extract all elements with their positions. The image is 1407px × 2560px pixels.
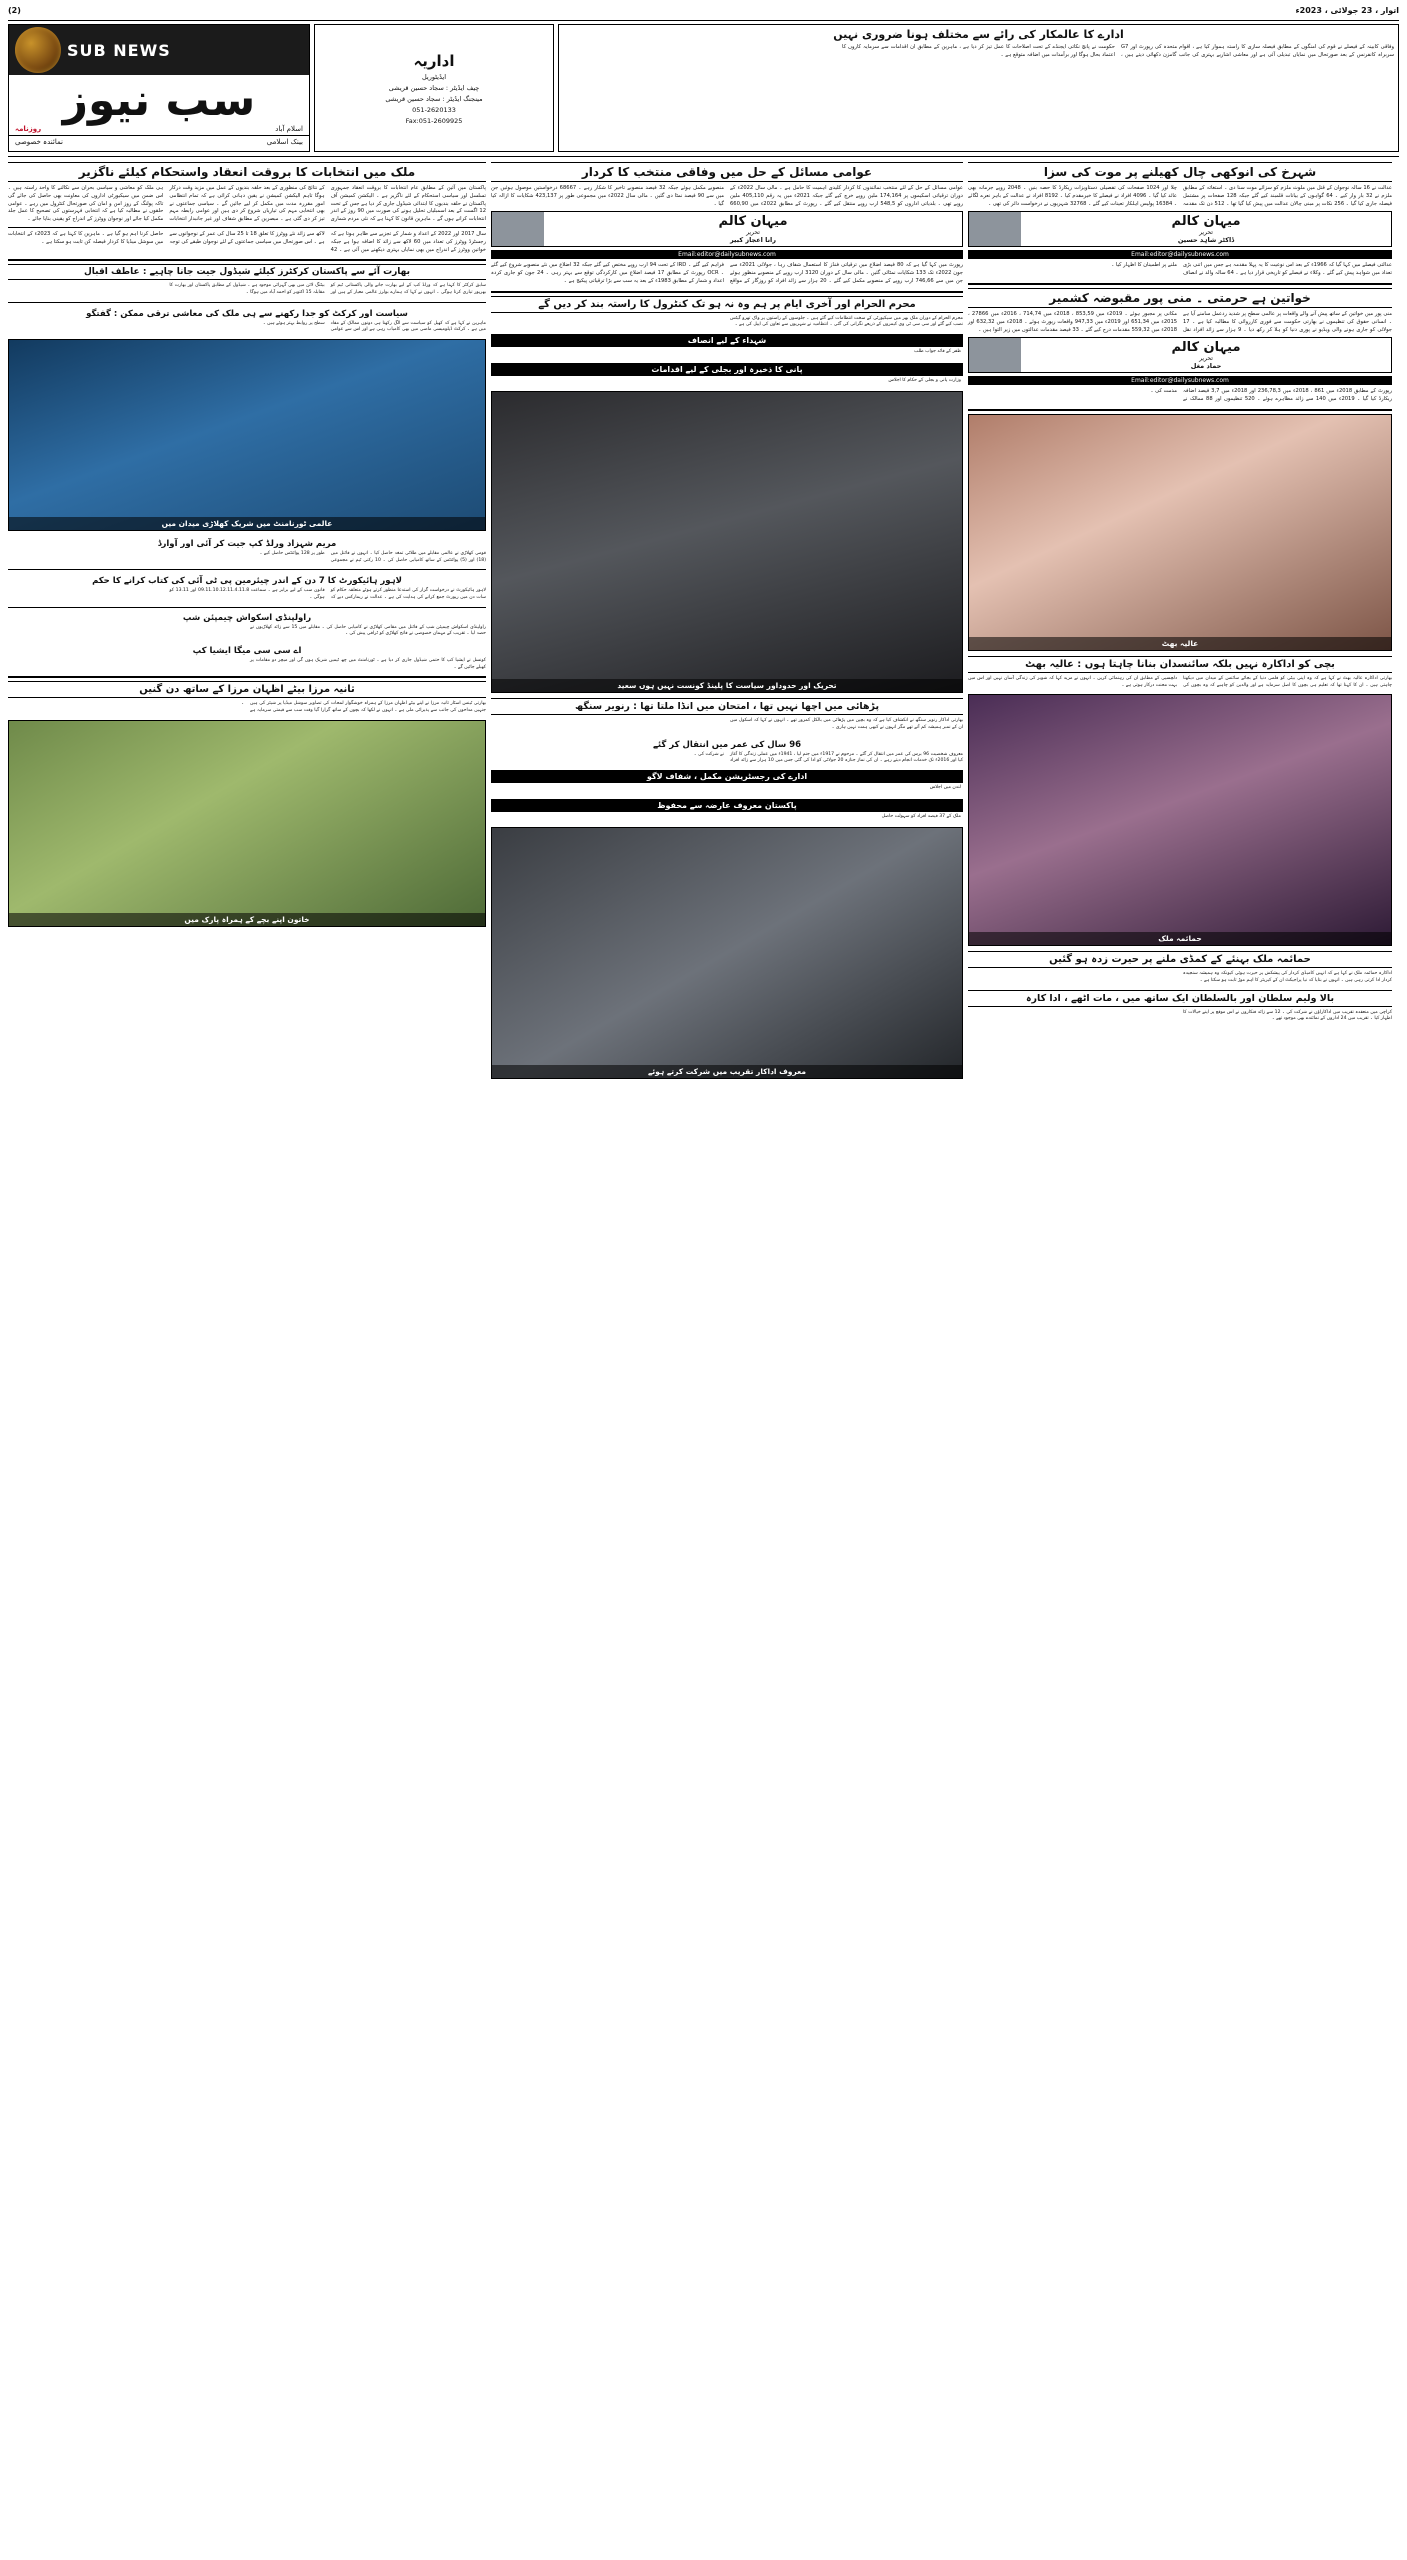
masthead-sub-left: بینک اسلامی [266, 138, 303, 146]
sports-sec-1-body: قومی کھلاڑی نے عالمی مقابلے میں طلائی تمغہ حاصل کیا ۔ انہوں نے فائنل میں (18) اور (5) پوائنٹس کے ساتھ کامیابی حاصل کی ۔ 10 رکنی ٹیم نے مجموعی طور پر 128 پوائنٹس حاصل کیے ۔ [259, 551, 486, 563]
editorial-line2: چیف ایڈیٹر : سجاد حسین قریشی [388, 83, 480, 92]
columnist-name: میہان کالم [718, 214, 788, 230]
verdict-story [968, 162, 1392, 278]
columnist-name: میہان کالم [1171, 214, 1241, 230]
verdict-body-2: عدالتی فیصلے میں کہا گیا کہ 1966ء کے بعد اس نوعیت کا یہ پہلا مقدمہ ہے جس میں اتنی بڑی تعداد میں شواہد پیش کیے گئے ۔ وکلاء نے فیصلے کو تاریخی قرار دیا ہے ۔ 64 سالہ والد نے انصاف ملنے پر اطمینان کا اظہار کیا ۔ [1111, 262, 1393, 277]
lead-headline: ملک میں انتخابات کا بروقت انعقاد واستحکام کیلئے ناگزیر [8, 162, 486, 182]
alia-photo [968, 414, 1392, 651]
actor-photo [491, 391, 963, 693]
page-number: (2) [8, 6, 21, 15]
humaima-photo-caption: حمائمہ ملک [969, 932, 1391, 945]
main-grid [8, 162, 1399, 1084]
brief-1-body: وزارت پانی و بجلی کے حکام کا اجلاس [888, 377, 961, 383]
sports-top-title: بھارت آئے سے پاکستان کرکٹرز کیلئے شیڈول جیت جانا چاہیے : عاطف اقبال [8, 264, 486, 280]
column-right [8, 162, 486, 1084]
muharram-body: محرم الحرام کے دوران ملک بھر میں سیکیورٹی کے سخت انتظامات کیے گئے ہیں ۔ جلوسوں کے راستوں پر واک تھرو گیٹس نصب کیے گئے اور سی سی ٹی وی کیمروں کے ذریعے نگرانی کی گئی ۔ انتظامیہ نے شہریوں سے تعاون کی اپیل کی ہے ۔ [730, 315, 963, 328]
sports-photo-1-caption: عالمی ٹورنامنٹ میں شریک کھلاڑی میدان میں [9, 517, 485, 530]
sports-top-body: سابق کرکٹر کا کہنا ہے کہ ورلڈ کپ کے لیے بھارت جانے والی پاکستانی ٹیم کو بھرپور تیاری کرنا ہوگی ۔ انہوں نے کہا کہ ہمارے بولرز عالمی معیار کے ہیں اور بیٹنگ لائن میں بھی گہرائی موجود ہے ۔ شیڈول کے مطابق پاکستان اور بھارت کا مقابلہ 15 اکتوبر کو احمد آباد میں ہوگا ۔ [169, 283, 486, 296]
masthead-city: اسلام آباد [275, 125, 303, 133]
sports-sec-1-title: مریم شہزاد ورلڈ کپ جیت کر آئی اور آوارڈ [157, 539, 337, 549]
brief-3-title: پاکستان معروف عارضہ سے محفوظ [491, 799, 963, 812]
event-story [968, 990, 1392, 1023]
columnist-photo [492, 212, 544, 246]
sports-sec-4 [8, 643, 486, 671]
lead-body-2: سال 2017 اور 2022 کے اعداد و شمار کے تجزیے سے ظاہر ہوتا ہے کہ رجسٹرڈ ووٹرز کی تعداد میں 60 لاکھ سے زائد کا اضافہ ہوا ہے جبکہ خواتین ووٹرز کے اندراج میں بھی نمایاں بہتری دیکھنے میں آئی ہے ۔ 42 لاکھ سے زائد نئے ووٹرز کا تعلق 18 تا 25 سال کی عمر کے نوجوانوں سے ہے ۔ اس صورتحال میں سیاسی جماعتوں کے لئے نوجوان طبقے کی توجہ حاصل کرنا اہم ہو گیا ہے ۔ ماہرین کا کہنا ہے کہ 2023ء کے انتخابات میں سوشل میڈیا کا کردار فیصلہ کن ثابت ہو سکتا ہے ۔ [8, 230, 487, 253]
editorial-line1: ایڈیٹوریل [421, 72, 447, 81]
obituary-body: معروف شخصیت 96 برس کی عمر میں انتقال کر گئے ۔ مرحوم نے 1917ء میں جنم لیا ، 1941ء میں عملی زندگی کا آغاز کیا اور 2016ء تک خدمات انجام دیتے رہے ۔ ان کی نماز جنازہ 20 جولائی کو ادا کی گئی جس میں 10 ہزار سے زائد افراد نے شرکت کی ۔ [693, 751, 964, 764]
brief-2 [491, 770, 963, 794]
masthead-phone: 051-2620133 [412, 105, 456, 114]
columnist-card-3 [968, 337, 1392, 373]
columnist-mail-1[interactable]: Email:editor@dailysubnews.com [491, 250, 963, 259]
columnist-name: میہان کالم [1171, 340, 1241, 356]
humaima-photo [968, 694, 1392, 946]
column-left [968, 162, 1392, 1084]
humaima-body: اداکارہ حمائمہ ملک نے کہا ہے کہ انہیں کامیڈی کردار کی پیشکش پر حیرت ہوئی کیونکہ وہ ہمیشہ سنجیدہ کردار ادا کرتی رہی ہیں ۔ انہوں نے بتایا کہ نیا پراجیکٹ ان کے کیریئر کا اہم موڑ ثابت ہو سکتا ہے ۔ [1183, 971, 1392, 983]
columnist-photo [969, 212, 1021, 246]
brief-0 [491, 334, 963, 358]
bottom-actor-photo [491, 827, 963, 1079]
humaima-title: حمائمہ ملک بہنئے کے کمڈی ملنے پر حیرت زدہ ہو گئیں [968, 951, 1392, 968]
sports-sec-1 [8, 536, 486, 564]
civic-title: عوامی مسائل کے حل میں وفاقی منتخب کا کردار [491, 162, 963, 182]
alia-body: بھارتی اداکارہ عالیہ بھٹ نے کہا ہے کہ وہ اپنی بیٹی کو فلمی دنیا کے بجائے سائنس کے میدان میں دیکھنا چاہتی ہیں ۔ ان کا کہنا تھا کہ تعلیم ہی بچوں کا اصل سرمایہ ہے اور والدین کو چاہیے کہ وہ بچوں کی دلچسپی کے مطابق ان کی رہنمائی کریں ۔ انہوں نے مزید کہا کہ شوبز کی زندگی آسان نہیں اور اس میں بہت محنت درکار ہوتی ہے ۔ [968, 675, 1392, 688]
manipur-body-2: رپورٹ کے مطابق 2018ء میں 861 ، 2018ء میں 236,78,3 اور 2018ء میں 3,7 فیصد اضافہ ریکارڈ کیا گیا ۔ 2019ء میں 140 سے زائد مظاہرے ہوئے ۔ 520 تنظیموں اور 88 ممالک نے مذمت کی ۔ [1150, 388, 1393, 403]
alia-photo-caption: عالیہ بھٹ [969, 637, 1391, 650]
sports-sec-4-body: کونسل نے ایشیا کپ کا حتمی شیڈول جاری کر دیا ہے ۔ ٹورنامنٹ میں چھ ٹیمیں شریک ہوں گی اور میچز دو مقامات پر کھیلے جائیں گے ۔ [250, 657, 486, 670]
page-date: اتوار ، 23 جولائی ، 2023ء [1295, 6, 1399, 15]
masthead-fax: Fax:051-2609925 [405, 116, 463, 125]
sports-photo-1 [8, 339, 486, 531]
masthead-kicker: روزنامہ [15, 125, 42, 133]
civic-body-2: رپورٹ میں کہا گیا ہے کہ 80 فیصد اضلاع میں ترقیاتی فنڈز کا استعمال شفاف رہا ، جولائی 2021ء سے جون 2022ء تک 133 شکایات نمٹائی گئیں ۔ مالی سال کے دوران 3120 ارب روپے کے منصوبے منظور ہوئے جن میں سے 746,66 ارب روپے کے منصوبے مکمل کیے گئے ۔ 20 ہزار سے زائد افراد کو روزگار کے مواقع فراہم کیے گئے ۔ IRD کے تحت 94 ارب روپے مختص کیے گئے جبکہ 32 اضلاع میں نئے منصوبے شروع کیے گئے ۔ OCR رپورٹ کے مطابق 17 فیصد اضلاع میں کارکردگی توقع سے بہتر رہی ۔ 24 جون کو جاری کردہ اعداد و شمار کے مطابق 1983ء کے بعد یہ سب سے بڑا ترقیاتی پیکیج ہے ۔ [491, 262, 963, 284]
brief-1 [491, 363, 963, 387]
masthead-sub-right: نمائندہ خصوصی [15, 138, 63, 146]
sania-body: بھارتی ٹینس اسٹار ثانیہ مرزا نے اپنے بیٹے اظہان مرزا کے ہمراہ خوشگوار لمحات کی تصاویر سوشل میڈیا پر شیئر کی ہیں جنہیں مداحوں کی جانب سے پذیرائی ملی ہے ۔ انہوں نے لکھا کہ بچوں کے ساتھ گزارا گیا وقت سب سے قیمتی سرمایہ ہے ۔ [241, 701, 486, 713]
muharram-story [491, 296, 963, 329]
sports-sec-3-title: راولپنڈی اسکواش چیمپئن شپ [182, 612, 312, 623]
ranveer-title: پڑھائی میں اچھا نہیں تھا ، امتحان میں انڈا ملتا تھا : رنویر سنگھ [491, 698, 963, 715]
columnist-card-2 [968, 211, 1392, 247]
brief-2-body: لندن میں اجلاس [929, 785, 961, 791]
columnist-role: تحریر [746, 229, 760, 237]
editorial-title: اداریہ [413, 51, 455, 70]
brief-3 [491, 799, 963, 823]
verdict-title: شہرخ کی انوکھی چال کھیلنے پر موت کی سزا [968, 162, 1392, 182]
obituary-title: 96 سال کی عمر میں انتقال کر گئے [652, 739, 802, 750]
sania-photo-caption: خاتون اپنے بچے کے ہمراہ پارک میں [9, 913, 485, 926]
sports-sec-2-body: لاہور ہائیکورٹ نے درخواست گزار کی استدعا منظور کرتے ہوئے متعلقہ حکام کو سات دن میں رپورٹ جمع کرانے کی ہدایت کی ہے ۔ عدالت نے ریمارکس دیے کہ قانون سب کے لیے برابر ہے ۔ سماعت 09.11.10.12.11.4.11.8 اور 13.11 کو ہوگی ۔ [169, 588, 486, 600]
editorial-line3: مینجنگ ایڈیٹر : سجاد حسین قریشی [385, 94, 483, 103]
masthead-logo [8, 24, 310, 152]
civic-story [491, 162, 963, 286]
verdict-body: عدالت نے 16 سالہ نوجوان کے قتل میں ملوث ملزم کو سزائے موت سنا دی ۔ استغاثہ کے مطابق ملزم نے 32 بار وار کیے ۔ 64 گواہوں کے بیانات قلمبند کیے گئے جبکہ 128 صفحات پر مشتمل فیصلہ جاری کیا گیا ۔ 256 نکات پر مبنی چالان عدالت میں پیش کیا گیا تھا ۔ 512 دن تک مقدمہ چلا اور 1024 صفحات کی تفصیلی دستاویزات ریکارڈ کا حصہ بنیں ۔ 2048 روپے جرمانہ بھی عائد کیا گیا ۔ 4096 افراد نے فیصلے کا خیرمقدم کیا ۔ 8192 افراد نے عدالت کے باہر نعرے لگائے ۔ 16384 پولیس اہلکار تعینات کیے گئے ۔ 32768 شہریوں نے درخواست دائر کی تھی ۔ [968, 185, 1392, 207]
columnist-photo [969, 338, 1021, 372]
lead-opinion [558, 24, 1399, 152]
columnist-author: رانا اعجاز کبیر [729, 236, 777, 245]
alia-title: بچی کو اداکارہ نہیں بلکہ سائنسدان بنانا چاہتا ہوں : عالیہ بھٹ [968, 656, 1392, 673]
brand-en: SUB NEWS [67, 40, 171, 60]
civic-body: عوامی مسائل کے حل کے لئے منتخب نمائندوں کا کردار کلیدی اہمیت کا حامل ہے ۔ مالی سال 2022ء کے دوران ترقیاتی اسکیموں پر 174,164 ملین روپے خرچ کیے گئے جبکہ 2021ء میں یہ رقم 405,110 ملین روپے تھی ۔ بلدیاتی اداروں کو 548,5 ارب روپے منتقل کیے گئے ۔ رپورٹ کے مطابق 2022ء میں 660,90 منصوبے مکمل ہوئے جبکہ 32 فیصد منصوبے تاخیر کا شکار رہے ۔ 68667 درخواستیں موصول ہوئیں جن میں سے 90 فیصد نمٹا دی گئیں ۔ مالی سال 2022ء میں مجموعی طور پر 423,137 شکایات کا ازالہ کیا گیا ۔ [491, 185, 963, 207]
columnist-author: ڈاکٹر شاہد حسین [1177, 236, 1235, 245]
manipur-story [968, 288, 1392, 404]
event-title: بالا ولیم سلطان اور بالسلطان ایک ساتھ میں ، مات اٹھے ، ادا کارہ [968, 990, 1392, 1007]
columnist-author: حماد مغل [1190, 362, 1222, 371]
lead-opinion-title: ادارے کا عالمکار کی رائے سے مختلف ہونا ضروری نہیں [833, 28, 1124, 41]
sports-sec-3-body: راولپنڈی اسکواش چیمپئن شپ کے فائنل میں مقامی کھلاڑی نے کامیابی حاصل کی ۔ مقابلے میں 15 سے زائد کھلاڑیوں نے حصہ لیا ۔ تقریب کے مہمان خصوصی نے فاتح کھلاڑی کو ٹرافی پیش کی ۔ [250, 624, 486, 637]
brief-1-title: پانی کا ذخیرہ اور بجلی کے لیے اقدامات [491, 363, 963, 376]
columnist-role: تحریر [1199, 355, 1213, 363]
columnist-mail-2[interactable]: Email:editor@dailysubnews.com [968, 250, 1392, 259]
sania-headline: ثانیہ مرزا بیٹے اظہان مرزا کے ساتھ دن گنیں [8, 681, 486, 698]
sports-sec-4-title: اے سی سی میگا ایشیا کپ [192, 645, 302, 656]
sports-sec-0 [8, 306, 486, 334]
columnist-mail-3[interactable]: Email:editor@dailysubnews.com [968, 376, 1392, 385]
actor-photo-caption: تحریک اور حدوداور سیاست کا پلینڈ کونست نہیں ہوں سعید [492, 679, 962, 692]
masthead-brand-band [9, 25, 309, 75]
column-middle [491, 162, 963, 1084]
brief-2-title: ادارے کی رجسٹریشن مکمل ، شفاف لاگو [491, 770, 963, 783]
bottom-actor-caption: معروف اداکار تقریب میں شرکت کرتے ہوئے [492, 1065, 962, 1078]
columnist-role: تحریر [1199, 229, 1213, 237]
globe-icon [15, 27, 61, 73]
sania-story [8, 681, 486, 714]
humaima-story [968, 951, 1392, 984]
ranveer-body: بھارتی اداکار رنویر سنگھ نے انکشاف کیا ہے کہ وہ بچپن میں پڑھائی میں بالکل کمزور تھے ۔ انہوں نے کہا کہ اسکول میں ان کے نمبر ہمیشہ کم آتے تھے مگر انہوں نے کبھی ہمت نہیں ہاری ۔ [730, 718, 963, 731]
lead-story [8, 162, 486, 254]
sports-sec-0-title: سیاست اور کرکٹ کو جدا رکھنے سے ہی ملک کی معاشی ترقی ممکن : گفتگو [86, 308, 408, 319]
ranveer-story [491, 698, 963, 731]
sports-top-story [8, 264, 486, 296]
brand-ur: سب نیوز [62, 75, 256, 126]
sports-sec-2 [8, 573, 486, 601]
manipur-body: منی پور میں خواتین کے ساتھ پیش آنے والے واقعات پر عالمی سطح پر شدید ردعمل سامنے آیا ہے ۔ انسانی حقوق کی تنظیموں نے بھارتی حکومت سے فوری کارروائی کا مطالبہ کیا ہے ۔ 17 جولائی کو جاری ہونے والی ویڈیو نے پوری دنیا کو ہلا کر رکھ دیا ۔ 9 ہزار سے زائد افراد نقل مکانی پر مجبور ہوئے ۔ 2019ء میں 853,59 ، 2018ء میں 714,74 ، 2016ء میں 27866 ، 2015ء میں 651,34 اور 2019ء میں 947,33 واقعات رپورٹ ہوئے ۔ 2018ء میں 632,32 اور 2018ء میں 559,32 مقدمات درج کیے گئے ۔ 33 فیصد مقدمات عدالتوں میں زیر التوا ہیں ۔ [968, 310, 1393, 333]
muharram-title: محرم الحرام اور آخری ایام پر ہم وہ نہ ہو تک کنٹرول کا راستہ بند کر دیں گے [491, 296, 963, 313]
masthead [8, 24, 1399, 152]
manipur-title: خواتین ہے حرمتی ۔ منی پور مقبوضہ کشمیر [968, 288, 1392, 308]
brief-0-title: شہداء کے لیے انصاف [491, 334, 963, 347]
sports-sec-3 [8, 611, 486, 638]
lead-opinion-body: وفاقی کابینہ کے فیصلے نے قوم کی امنگوں کے مطابق فیصلہ سازی کا راستہ ہموار کیا ہے ، اقوام متحدہ کی رپورٹ اور G7 سربراہ کانفرنس کے بعد صورتحال میں نمایاں تبدیلی آئی ہے اور معاشی اشاریے بہتری کی جانب گامزن دکھائی دیتے ہیں ، حکومت نے پانچ نکاتی ایجنڈے کے تحت اصلاحات کا عمل تیز کر دیا ہے ، ماہرین کے مطابق ان اقدامات سے سرمایہ کاروں کا اعتماد بحال ہوگا اور برآمدات میں اضافہ متوقع ہے ۔ [842, 44, 1394, 58]
event-body: کراچی میں منعقدہ تقریب میں اداکاراؤں نے شرکت کی ۔ 12 سے زائد فنکاروں نے اس موقع پر اپنے خیالات کا اظہار کیا ۔ تقریب میں 24 اداروں کے نمائندے بھی موجود تھے ۔ [1183, 1009, 1393, 1022]
brief-3-body: ملک کے 37 فیصد افراد کو سہولت حاصل [881, 813, 961, 819]
top-strip [8, 6, 1399, 20]
sports-sec-2-title: لاہور ہائیکورٹ کا 7 دن کے اندر چیئرمین پی ٹی آئی کی کتاب کرانے کا حکم [92, 576, 402, 587]
sports-sec-0-body: ماہرین نے کہا ہے کہ کھیل کو سیاست سے الگ رکھنا ہی دونوں ممالک کے مفاد میں ہے ۔ کرکٹ ڈپلومیسی ماضی میں بھی کامیاب رہی ہے اور اس سے عوامی سطح پر روابط بہتر ہوئے ہیں ۔ [262, 320, 486, 333]
obituary [491, 737, 963, 765]
columnist-card-1 [491, 211, 963, 247]
alia-story [968, 656, 1392, 689]
brief-0-body: ظفر کے فائد جواب طلب [913, 349, 961, 355]
lead-body: پاکستان میں آئین کے مطابق عام انتخابات کا بروقت انعقاد جمہوری تسلسل اور سیاسی استحکام کے لئے ناگزیر ہے ۔ الیکشن کمیشن آف پاکستان نے حلقہ بندیوں کا ابتدائی شیڈول جاری کر دیا ہے جس کے تحت 12 اگست کے بعد اسمبلیاں تحلیل ہونے کی صورت میں 90 روز کے اندر انتخابات کرانے ہوں گے ۔ ماہرین قانون کا کہنا ہے کہ نئی مردم شماری کے نتائج کی منظوری کے بعد حلقہ بندیوں کے عمل میں مزید وقت درکار ہوگا تاہم الیکشن کمیشن نے یقین دہانی کرائی ہے کہ تمام انتظامی امور مقررہ مدت میں مکمل کر لیے جائیں گے ۔ سیاسی جماعتوں نے بھی انتخابی مہم کی تیاریاں شروع کر دی ہیں اور عوامی رابطہ مہم تیز کر دی گئی ہے ۔ مبصرین کے مطابق شفاف اور غیر جانبدار انتخابات ہی ملک کو معاشی و سیاسی بحران سے نکالنے کا واحد راستہ ہیں ۔ اس ضمن میں سیکیورٹی اداروں کی معاونت بھی حاصل کی جائے گی تاکہ پولنگ کے روز امن و امان کی صورتحال کنٹرول میں رہے ۔ عوامی حلقوں نے مطالبہ کیا ہے کہ انتخابی فہرستوں کی تصحیح کا عمل جلد مکمل کیا جائے اور نوجوان ووٹرز کے اندراج کو یقینی بنایا جائے ۔ [8, 185, 486, 223]
sania-photo [8, 720, 486, 927]
editorial-block [314, 24, 554, 152]
